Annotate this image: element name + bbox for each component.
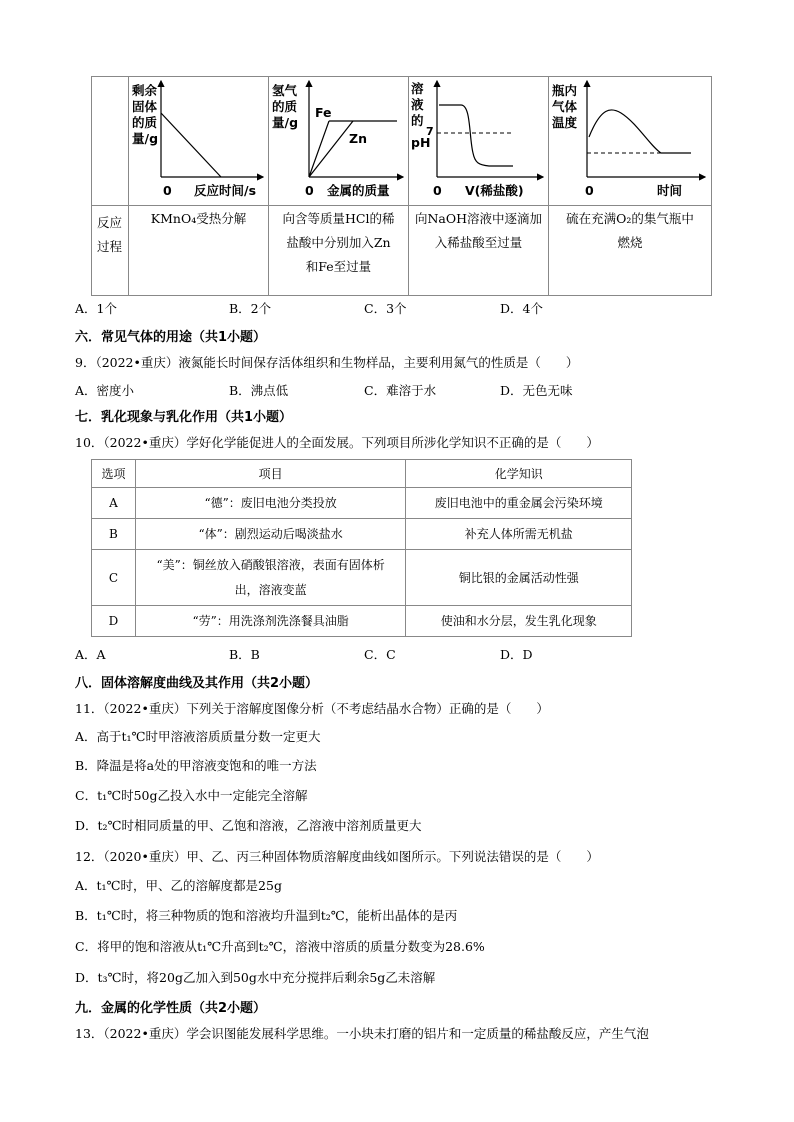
origin-label: 0 bbox=[163, 183, 172, 198]
table-cell-knowledge: 铜比银的金属活动性强 bbox=[406, 550, 632, 606]
graph-table bbox=[91, 76, 712, 296]
table-cell-item bbox=[135, 550, 405, 606]
q10-option-d: D．D bbox=[500, 647, 533, 662]
q10-option-a: A．A bbox=[75, 647, 106, 662]
table-cell-option: A bbox=[92, 488, 136, 519]
row-header-line-2: 过程 bbox=[97, 239, 123, 254]
temp-curve bbox=[589, 110, 691, 153]
q12-stem: 12．（2020•重庆）甲、乙、丙三种固体物质溶解度曲线如图所示。下列说法错误的是（ ） bbox=[75, 849, 599, 864]
y-label-line: 量/g bbox=[132, 131, 159, 146]
table-cell-option: D bbox=[92, 606, 136, 637]
q9-option-b: B．沸点低 bbox=[229, 383, 289, 398]
ph-curve bbox=[439, 105, 513, 166]
process-text: 向NaOH溶液中逐滴加 bbox=[414, 211, 543, 226]
x-label: V(稀盐酸) bbox=[465, 183, 524, 198]
y-label-line: 的 bbox=[411, 113, 424, 128]
origin-label: 0 bbox=[585, 183, 594, 198]
y-label-line: 温度 bbox=[552, 115, 578, 130]
y-label-line: 氢气 bbox=[272, 83, 298, 98]
section-heading: 六．常见气体的用途（共1小题） bbox=[75, 330, 267, 345]
graph-kmno4 bbox=[129, 77, 268, 205]
y-label-line: pH bbox=[411, 135, 431, 150]
section-heading: 九．金属的化学性质（共2小题） bbox=[75, 1001, 267, 1016]
q10-table bbox=[91, 459, 632, 637]
table-cell-item: “德”：废旧电池分类投放 bbox=[135, 488, 405, 519]
table-cell-knowledge: 补充人体所需无机盐 bbox=[406, 519, 632, 550]
process-text: 硫在充满O₂的集气瓶中 bbox=[566, 211, 694, 226]
table-header: 化学知识 bbox=[406, 460, 632, 488]
y-label-line: 的质 bbox=[272, 99, 298, 114]
q11-option-c: C．t₁℃时50g乙投入水中一定能完全溶解 bbox=[75, 788, 308, 803]
origin-label: 0 bbox=[305, 183, 314, 198]
y-label-line: 的质 bbox=[132, 115, 158, 130]
q11-option-a: A．高于t₁℃时甲溶液溶质质量分数一定更大 bbox=[75, 729, 321, 744]
process-text: 入稀盐酸至过量 bbox=[434, 235, 523, 250]
q8-option-b: B．2个 bbox=[229, 301, 272, 316]
fe-line bbox=[309, 121, 329, 177]
section-heading: 八．固体溶解度曲线及其作用（共2小题） bbox=[75, 676, 319, 691]
q8-option-a: A．1个 bbox=[75, 301, 117, 316]
q11-option-b: B．降温是将a处的甲溶液变饱和的唯一方法 bbox=[75, 758, 317, 773]
origin-label: 0 bbox=[433, 183, 442, 198]
table-cell-option: C bbox=[92, 550, 136, 606]
q9-stem: 9．（2022•重庆）液氮能长时间保存活体组织和生物样品，主要利用氮气的性质是（ ） bbox=[75, 355, 579, 370]
y-label-line: 固体 bbox=[132, 99, 158, 114]
q11-option-d: D．t₂℃时相同质量的甲、乙饱和溶液，乙溶液中溶剂质量更大 bbox=[75, 818, 422, 833]
x-label: 时间 bbox=[657, 183, 683, 198]
zn-label: Zn bbox=[349, 131, 367, 146]
q9-option-c: C．难溶于水 bbox=[364, 383, 437, 398]
q11-stem: 11．（2022•重庆）下列关于溶解度图像分析（不考虑结晶水合物）正确的是（ ） bbox=[75, 701, 549, 716]
process-text: 盐酸中分别加入Zn bbox=[286, 235, 391, 250]
q13-stem: 13．（2022•重庆）学会识图能发展科学思维。一小块未打磨的铝片和一定质量的稀盐酸反应，产生气泡 bbox=[75, 1026, 649, 1041]
table-cell-knowledge: 废旧电池中的重金属会污染环境 bbox=[406, 488, 632, 519]
q10-stem: 10．（2022•重庆）学好化学能促进人的全面发展。下列项目所涉化学知识不正确的是（ ） bbox=[75, 435, 599, 450]
graph-temp bbox=[549, 77, 711, 205]
y-label-line: 溶 bbox=[411, 81, 424, 96]
q12-option-c: C．将甲的饱和溶液从t₁℃升高到t₂℃，溶液中溶质的质量分数变为28.6% bbox=[75, 939, 485, 954]
table-cell-item: “劳”：用洗涤剂洗涤餐具油脂 bbox=[135, 606, 405, 637]
section-heading: 七．乳化现象与乳化作用（共1小题） bbox=[75, 410, 293, 425]
y-label-line: 气体 bbox=[552, 99, 578, 114]
q10-option-c: C．C bbox=[364, 647, 396, 662]
y-label-line: 瓶内 bbox=[552, 83, 578, 98]
x-label: 反应时间/s bbox=[194, 183, 257, 198]
zn-line bbox=[309, 121, 353, 177]
x-label: 金属的质量 bbox=[327, 183, 390, 198]
q8-option-d: D．4个 bbox=[500, 301, 543, 316]
ph7-label: 7 bbox=[426, 125, 434, 138]
q9-option-d: D．无色无味 bbox=[500, 383, 573, 398]
table-header: 项目 bbox=[135, 460, 405, 488]
y-label-line: 量/g bbox=[272, 115, 299, 130]
item-line: “美”：铜丝放入硝酸银溶液，表面有固体析 bbox=[156, 557, 385, 572]
y-label-line: 剩余 bbox=[132, 83, 158, 98]
process-text: 燃烧 bbox=[617, 235, 643, 250]
q10-option-b: B．B bbox=[229, 647, 260, 662]
mass-line bbox=[161, 113, 221, 177]
q8-option-c: C．3个 bbox=[364, 301, 407, 316]
table-cell-item: “体”：剧烈运动后喝淡盐水 bbox=[135, 519, 405, 550]
item-line: 出，溶液变蓝 bbox=[234, 582, 307, 597]
q12-option-b: B．t₁℃时，将三种物质的饱和溶液均升温到t₂℃，能析出晶体的是丙 bbox=[75, 908, 458, 923]
process-text: 和Fe至过量 bbox=[305, 259, 372, 274]
process-text: 向含等质量HCl的稀 bbox=[282, 211, 395, 226]
q9-option-a: A．密度小 bbox=[75, 383, 135, 398]
fe-label: Fe bbox=[315, 105, 332, 120]
graph-ph bbox=[409, 77, 548, 205]
y-label-line: 液 bbox=[411, 97, 424, 112]
q12-option-a: A．t₁℃时，甲、乙的溶解度都是25g bbox=[75, 878, 282, 893]
table-cell-option: B bbox=[92, 519, 136, 550]
row-header-line-1: 反应 bbox=[97, 215, 123, 230]
q12-option-d: D．t₃℃时，将20g乙加入到50g水中充分搅拌后剩余5g乙未溶解 bbox=[75, 970, 436, 985]
table-header: 选项 bbox=[92, 460, 136, 488]
process-text: KMnO₄受热分解 bbox=[150, 211, 247, 226]
graph-h2 bbox=[269, 77, 408, 205]
table-cell-knowledge: 使油和水分层，发生乳化现象 bbox=[406, 606, 632, 637]
